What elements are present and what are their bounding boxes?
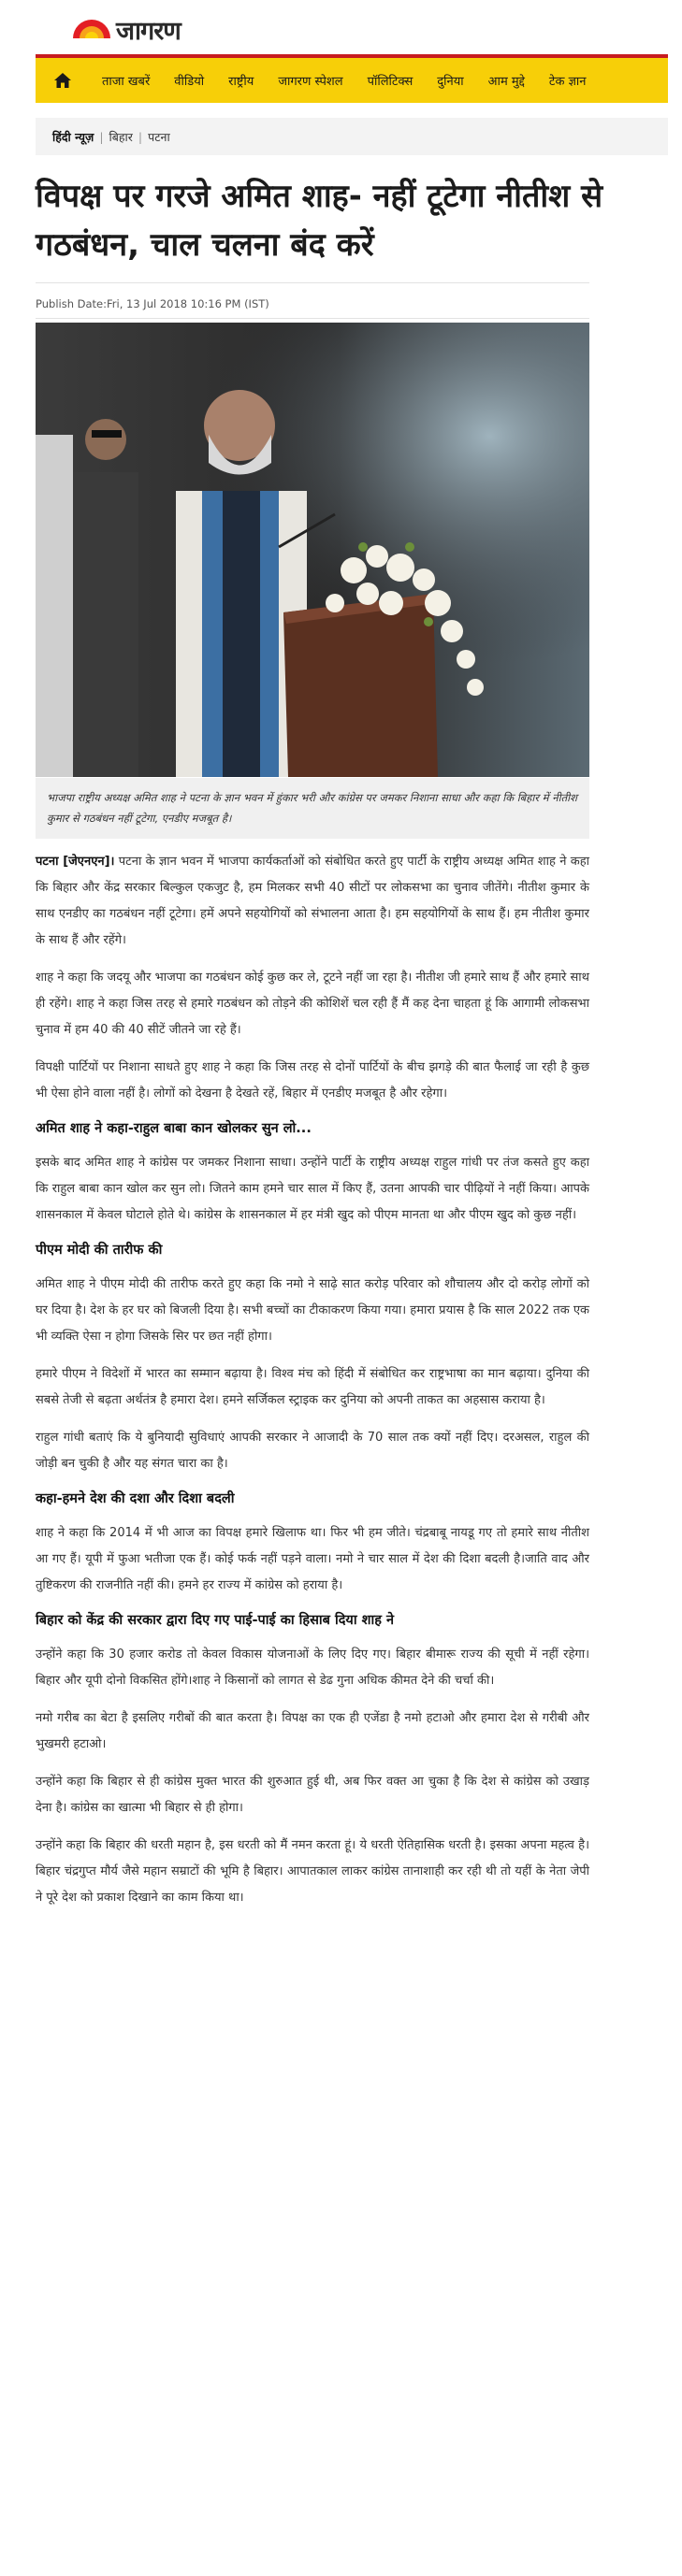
home-icon[interactable] (36, 58, 90, 103)
nav-item-public-issues[interactable]: आम मुद्दे (487, 75, 525, 89)
breadcrumb-patna[interactable]: पटना (148, 129, 170, 144)
subheading: बिहार को केंद्र की सरकार द्वारा दिए गए पाई-पाई का हिसाब दिया शाह ने (36, 1613, 395, 1628)
paragraph: नमो गरीब का बेटा है इसलिए गरीबों की बात करता है। विपक्ष का एक ही एजेंडा है नमो हटाओ और हमारा देश से गरीबी और भुखमरी हटाओ। (36, 1711, 589, 1751)
article-photo (36, 323, 589, 777)
nav-item-national[interactable]: राष्ट्रीय (228, 75, 254, 89)
nav-item-video[interactable]: वीडियो (174, 75, 205, 89)
divider (36, 318, 589, 319)
nav-item-world[interactable]: दुनिया (437, 75, 464, 89)
speaker-illustration (36, 323, 589, 777)
paragraph: शाह ने कहा कि 2014 में भी आज का विपक्ष हमारे खिलाफ था। फिर भी हम जीते। चंद्रबाबू नायडू गए तो हमारे साथ नीतीश आ गए हैं। यूपी में फुआ भतीजा एक हैं। कोई फर्क नहीं पड़ने वाला। नमो ने चार साल में देश की दिशा बदली है।जाति वाद और तुष्टिकरण की राजनीति नहीं की। हमने हर राज्य में कांग्रेस को हराया है। (36, 1526, 589, 1592)
main-nav (36, 54, 668, 103)
subheading: कहा-हमने देश की दशा और दिशा बदली (36, 1491, 235, 1506)
paragraph (36, 849, 589, 954)
paragraph: उन्होंने कहा कि बिहार से ही कांग्रेस मुक्त भारत की शुरुआत हुई थी, अब फिर वक्त आ चुका है कि देश से कांग्रेस को उखाड़ देना है। कांग्रेस का खात्मा भी बिहार से ही होगा। (36, 1775, 589, 1815)
paragraph: अमित शाह ने पीएम मोदी की तारीफ करते हुए कहा कि नमो ने साढ़े सात करोड़ परिवार को शौचालय और दो करोड़ लोगों को घर दिया है। देश के हर घर को बिजली दिया है। सभी बच्चों का टीकाकरण किया गया। हमारा प्रयास है कि साल 2022 तक एक भी व्यक्ति ऐसा न होगा जिसके सिर पर छत नहीं होगा। (36, 1277, 589, 1344)
paragraph: राहुल गांधी बताएं कि ये बुनियादी सुविधाएं आपकी सरकार ने आजादी के 70 साल तक क्यों नहीं दिए। दरअसल, राहुल की जोड़ी बन चुकी है और यह संगत चारा का है। (36, 1431, 589, 1471)
nav-item-jagran-special[interactable]: जागरण स्पेशल (278, 75, 343, 89)
nav-item-tech[interactable]: टेक ज्ञान (548, 75, 587, 89)
breadcrumb (36, 118, 668, 155)
logo-text: जागरण (116, 16, 181, 46)
paragraph: उन्होंने कहा कि 30 हजार करोड तो केवल विकास योजनाओं के लिए दिए गए। बिहार बीमारू राज्य की सूची में नहीं रहेगा। बिहार और यूपी दोनो विकसित होंगे।शाह ने किसानों को लागत से डेढ गुना अधिक कीमत देने की चर्चा की। (36, 1648, 589, 1688)
site-logo[interactable] (71, 15, 181, 46)
breadcrumb-separator: | (138, 129, 143, 144)
dateline: पटना [जेएनएन]। (36, 855, 115, 869)
paragraph: विपक्षी पार्टियों पर निशाना साधते हुए शाह ने कहा कि जिस तरह से दोनों पार्टियों के बीच झगड़े की बात फैलाई जा रही है कुछ भी ऐसा होने वाला नहीं है। लोगों को देखना है देखते रहें, बिहार में एनडीए मजबूत है और रहेगा। (36, 1060, 589, 1101)
site-header (0, 0, 682, 54)
breadcrumb-separator: | (99, 129, 104, 144)
paragraph: शाह ने कहा कि जदयू और भाजपा का गठबंधन कोई कुछ कर ले, टूटने नहीं जा रहा है। नीतीश जी हमारे साथ हैं और हमारे साथ ही रहेंगे। शाह ने कहा जिस तरह से हमारे गठबंधन को तोड़ने की कोशिशें चल रही हैं मैं कह देना चाहता हूं कि आगामी लोकसभा चुनाव में हम 40 की 40 सीटें जीतने जा रहे हैं। (36, 971, 589, 1037)
nav-item-politics[interactable]: पॉलिटिक्स (367, 75, 414, 89)
photo-caption: भाजपा राष्ट्रीय अध्यक्ष अमित शाह ने पटना के ज्ञान भवन में हुंकार भरी और कांग्रेस पर जमकर निशाना साधा और कहा कि बिहार में नीतीश कुमार से गठबंधन नहीं टूटेगा, एनडीए मजबूत है। (36, 778, 589, 839)
nav-item-latest[interactable]: ताजा खबरें (102, 75, 151, 89)
paragraph: इसके बाद अमित शाह ने कांग्रेस पर जमकर निशाना साधा। उन्होंने पार्टी के राष्ट्रीय अध्यक्ष राहुल गांधी पर तंज कसते हुए कहा कि राहुल बाबा कान खोल कर सुन लो। जितने काम हमने चार साल में किए हैं, उतना आपकी चार पीढ़ियों ने नहीं किया। आपके शासनकाल में केवल घोटाले होते थे। कांग्रेस के शासनकाल में हर मंत्री खुद को पीएम मानता था और पीएम खुद को कुछ नहीं। (36, 1156, 589, 1222)
sun-logo-icon (71, 18, 112, 40)
subheading: पीएम मोदी की तारीफ की (36, 1243, 163, 1258)
article-body (36, 849, 589, 1922)
divider (36, 282, 589, 283)
breadcrumb-bihar[interactable]: बिहार (109, 129, 133, 144)
paragraph: हमारे पीएम ने विदेशों में भारत का सम्मान बढ़ाया है। विश्व मंच को हिंदी में संबोधित कर राष्ट्रभाषा का मान बढ़ाया। दुनिया की सबसे तेजी से बढ़ता अर्थतंत्र है हमारा देश। हमने सर्जिकल स्ट्राइक कर दुनिया को अपनी ताकत का अहसास कराया है। (36, 1367, 589, 1407)
publish-date: Publish Date:Fri, 13 Jul 2018 10:16 PM (IST) (36, 297, 269, 310)
article-headline: विपक्ष पर गरजे अमित शाह- नहीं टूटेगा नीतीश से गठबंधन, चाल चलना बंद करें (36, 178, 603, 264)
breadcrumb-root[interactable]: हिंदी न्यूज़ (52, 129, 94, 144)
paragraph-text: पटना के ज्ञान भवन में भाजपा कार्यकर्ताओं को संबोधित करते हुए पार्टी के राष्ट्रीय अध्यक्ष अमित शाह ने कहा कि बिहार और केंद्र सरकार बिल्कुल एकजुट है, हम मिलकर सभी 40 सीटों पर लोकसभा का चुनाव जीतेंगे। नीतीश कुमार के साथ एनडीए का गठबंधन नहीं टूटेगा। हमें अपने सहयोगियों को संभालना आता है। हम सहयोगियों के साथ हैं। हम नीतीश कुमार के साथ हैं और रहेंगे। (36, 855, 589, 947)
subheading: अमित शाह ने कहा-राहुल बाबा कान खोलकर सुन लो... (36, 1121, 312, 1136)
paragraph: उन्होंने कहा कि बिहार की धरती महान है, इस धरती को मैं नमन करता हूं। ये धरती ऐतिहासिक धरती है। इसका अपना महत्व है। बिहार चंद्रगुप्त मौर्य जैसे महान सम्राटों की भूमि है बिहार। आपातकाल लाकर कांग्रेस तानाशाही कर रही थी तो यहीं के नेता जेपी ने पूरे देश को प्रकाश दिखाने का काम किया था। (36, 1838, 589, 1905)
